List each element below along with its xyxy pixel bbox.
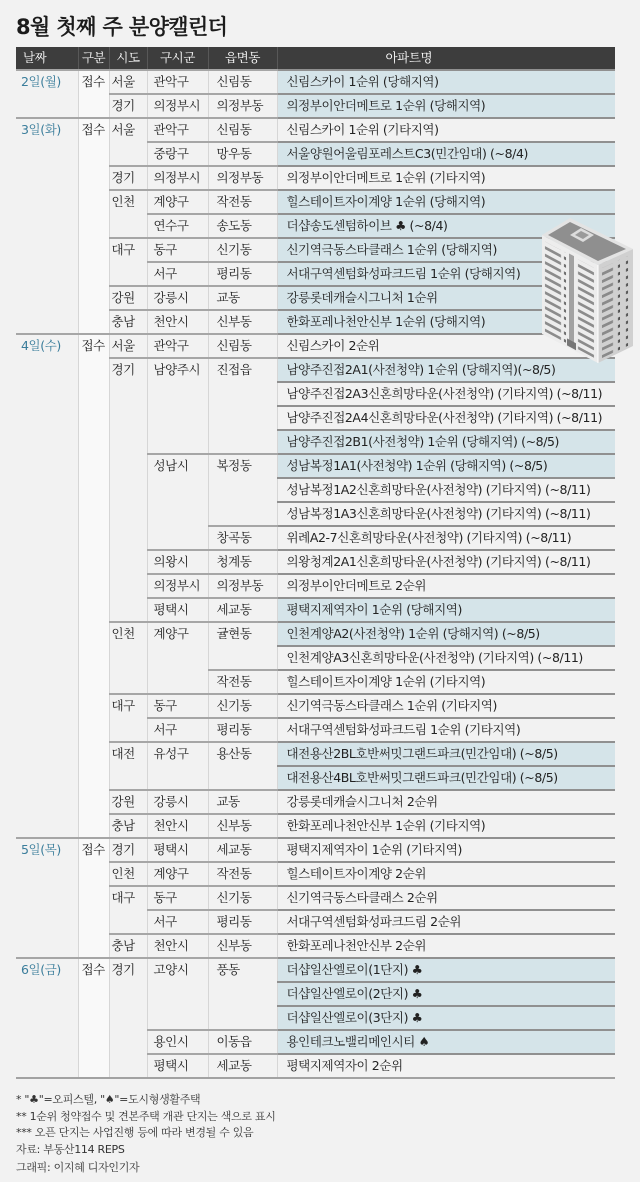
table-row: [16, 838, 615, 862]
town-cell: 의정부동: [208, 94, 277, 118]
apartment-name-cell: 용인테크노밸리메인시티 ♠: [277, 1030, 615, 1054]
apartment-name-cell: 서대구역센텀화성파크드림 1순위 (기타지역): [277, 718, 615, 742]
table-row: [16, 334, 615, 358]
town-cell: 교동: [208, 790, 277, 814]
town-cell: 신부동: [208, 310, 277, 334]
apartment-name-cell: 남양주진접2A4신혼희망타운(사전청약) (기타지역) (~8/11): [277, 406, 615, 430]
subscription-calendar-table: [16, 47, 615, 1079]
category-cell: 접수: [78, 118, 109, 334]
apartment-name-cell: 더샵송도센텀하이브 ♣ (~8/4): [277, 214, 615, 238]
province-cell: 경기: [109, 94, 147, 118]
footnote-highlight: ** 1순위 청약접수 및 견본주택 개관 단지는 색으로 표시: [16, 1109, 276, 1123]
header-city-district: 구시군: [147, 47, 208, 70]
header-town: 읍면동: [208, 47, 277, 70]
province-cell: 서울: [109, 70, 147, 94]
apartment-name-cell: 성남복정1A2신혼희망타운(사전청약) (기타지역) (~8/11): [277, 478, 615, 502]
town-cell: 의정부동: [208, 574, 277, 598]
apartment-name-cell: 성남복정1A3신혼희망타운(사전청약) (기타지역) (~8/11): [277, 502, 615, 526]
town-cell: 평리동: [208, 262, 277, 286]
apartment-name-cell: 신기역극동스타클래스 1순위 (당해지역): [277, 238, 615, 262]
city-district-cell: 강릉시: [147, 286, 208, 310]
city-district-cell: 의정부시: [147, 94, 208, 118]
province-cell: 충남: [109, 814, 147, 838]
apartment-building-icon: [540, 212, 636, 370]
province-cell: 경기: [109, 358, 147, 622]
header-category: 구분: [78, 47, 109, 70]
apartment-name-cell: 힐스테이트자이계양 1순위 (당해지역): [277, 190, 615, 214]
apartment-name-cell: 더샵일산엘로이(2단지) ♣: [277, 982, 615, 1006]
town-cell: 창곡동: [208, 526, 277, 550]
city-district-cell: 동구: [147, 238, 208, 262]
city-district-cell: 용인시: [147, 1030, 208, 1054]
apartment-name-cell: 의정부이안더메트로 1순위 (당해지역): [277, 94, 615, 118]
province-cell: 서울: [109, 334, 147, 358]
town-cell: 교동: [208, 286, 277, 310]
town-cell: 신부동: [208, 934, 277, 958]
province-cell: 인천: [109, 622, 147, 694]
table-row: [16, 118, 615, 142]
city-district-cell: 관악구: [147, 334, 208, 358]
town-cell: 평리동: [208, 910, 277, 934]
table-row: [16, 958, 615, 982]
apartment-name-cell: 신기역극동스타클래스 1순위 (기타지역): [277, 694, 615, 718]
category-cell: 접수: [78, 958, 109, 1078]
graphic-credit: 그래픽: 이지혜 디자인기자: [16, 1161, 140, 1174]
town-cell: 신기동: [208, 238, 277, 262]
city-district-cell: 서구: [147, 718, 208, 742]
province-cell: 인천: [109, 862, 147, 886]
apartment-name-cell: 더샵일산엘로이(3단지) ♣: [277, 1006, 615, 1030]
date-cell: 4일(수): [16, 334, 78, 838]
province-cell: 대전: [109, 742, 147, 790]
city-district-cell: 동구: [147, 694, 208, 718]
page-title: 8월 첫째 주 분양캘린더: [16, 15, 228, 39]
header-apartment-name: 아파트명: [277, 47, 615, 70]
apartment-name-cell: 신림스카이 2순위: [277, 334, 615, 358]
header-date: 날짜: [16, 47, 78, 70]
town-cell: 평리동: [208, 718, 277, 742]
town-cell: 진접읍: [208, 358, 277, 454]
apartment-name-cell: 강릉롯데캐슬시그니처 1순위: [277, 286, 615, 310]
city-district-cell: 남양주시: [147, 358, 208, 454]
province-cell: 충남: [109, 310, 147, 334]
footnote-disclaimer: *** 오픈 단지는 사업진행 등에 따라 변경될 수 있음: [16, 1126, 254, 1139]
apartment-name-cell: 평택지제역자이 2순위: [277, 1054, 615, 1078]
apartment-name-cell: 남양주진접2A1(사전청약) 1순위 (당해지역)(~8/5): [277, 358, 615, 382]
province-cell: 인천: [109, 190, 147, 238]
city-district-cell: 강릉시: [147, 790, 208, 814]
town-cell: 귤현동: [208, 622, 277, 670]
apartment-name-cell: 한화포레나천안신부 1순위 (당해지역): [277, 310, 615, 334]
town-cell: 의정부동: [208, 166, 277, 190]
city-district-cell: 평택시: [147, 1054, 208, 1078]
province-cell: 경기: [109, 166, 147, 190]
town-cell: 신부동: [208, 814, 277, 838]
town-cell: 작전동: [208, 190, 277, 214]
town-cell: 신기동: [208, 694, 277, 718]
footnote-symbols: * "♣"=오피스텔, "♠"=도시형생활주택: [16, 1093, 201, 1106]
town-cell: 작전동: [208, 862, 277, 886]
city-district-cell: 계양구: [147, 862, 208, 886]
town-cell: 망우동: [208, 142, 277, 166]
apartment-name-cell: 서대구역센텀화성파크드림 1순위 (당해지역): [277, 262, 615, 286]
city-district-cell: 의왕시: [147, 550, 208, 574]
category-cell: 접수: [78, 334, 109, 838]
town-cell: 이동읍: [208, 1030, 277, 1054]
town-cell: 복정동: [208, 454, 277, 526]
apartment-name-cell: 신림스카이 1순위 (당해지역): [277, 70, 615, 94]
date-cell: 5일(목): [16, 838, 78, 958]
city-district-cell: 고양시: [147, 958, 208, 1030]
town-cell: 신림동: [208, 118, 277, 142]
table-header-row: [16, 47, 615, 70]
province-cell: 강원: [109, 286, 147, 310]
apartment-name-cell: 대전용산2BL호반써밋그랜드파크(민간임대) (~8/5): [277, 742, 615, 766]
apartment-name-cell: 서울양원어울림포레스트C3(민간임대) (~8/4): [277, 142, 615, 166]
apartment-name-cell: 신림스카이 1순위 (기타지역): [277, 118, 615, 142]
city-district-cell: 서구: [147, 910, 208, 934]
city-district-cell: 동구: [147, 886, 208, 910]
city-district-cell: 의정부시: [147, 574, 208, 598]
city-district-cell: 계양구: [147, 622, 208, 694]
province-cell: 경기: [109, 838, 147, 862]
apartment-name-cell: 더샵일산엘로이(1단지) ♣: [277, 958, 615, 982]
apartment-name-cell: 의왕청계2A1신혼희망타운(사전청약) (기타지역) (~8/11): [277, 550, 615, 574]
town-cell: 송도동: [208, 214, 277, 238]
city-district-cell: 유성구: [147, 742, 208, 790]
town-cell: 신림동: [208, 334, 277, 358]
date-cell: 6일(금): [16, 958, 78, 1078]
province-cell: 충남: [109, 934, 147, 958]
apartment-name-cell: 한화포레나천안신부 2순위: [277, 934, 615, 958]
apartment-name-cell: 남양주진접2A3신혼희망타운(사전청약) (기타지역) (~8/11): [277, 382, 615, 406]
city-district-cell: 천안시: [147, 310, 208, 334]
city-district-cell: 의정부시: [147, 166, 208, 190]
town-cell: 신기동: [208, 886, 277, 910]
date-cell: 2일(월): [16, 70, 78, 118]
province-cell: 대구: [109, 238, 147, 286]
apartment-name-cell: 평택지제역자이 1순위 (당해지역): [277, 598, 615, 622]
apartment-name-cell: 남양주진접2B1(사전청약) 1순위 (당해지역) (~8/5): [277, 430, 615, 454]
province-cell: 경기: [109, 958, 147, 1078]
data-source: 자료: 부동산114 REPS: [16, 1142, 125, 1156]
town-cell: 세교동: [208, 598, 277, 622]
town-cell: 세교동: [208, 1054, 277, 1078]
town-cell: 풍동: [208, 958, 277, 1030]
apartment-name-cell: 대전용산4BL호반써밋그랜드파크(민간임대) (~8/5): [277, 766, 615, 790]
town-cell: 용산동: [208, 742, 277, 790]
apartment-name-cell: 의정부이안더메트로 1순위 (기타지역): [277, 166, 615, 190]
schedule-table-body: [16, 70, 615, 1078]
category-cell: 접수: [78, 838, 109, 958]
town-cell: 작전동: [208, 670, 277, 694]
city-district-cell: 천안시: [147, 814, 208, 838]
apartment-name-cell: 힐스테이트자이계양 2순위: [277, 862, 615, 886]
city-district-cell: 평택시: [147, 838, 208, 862]
town-cell: 세교동: [208, 838, 277, 862]
apartment-name-cell: 힐스테이트자이계양 1순위 (기타지역): [277, 670, 615, 694]
town-cell: 신림동: [208, 70, 277, 94]
city-district-cell: 관악구: [147, 70, 208, 94]
apartment-name-cell: 신기역극동스타클래스 2순위: [277, 886, 615, 910]
town-cell: 청계동: [208, 550, 277, 574]
category-cell: 접수: [78, 70, 109, 118]
province-cell: 강원: [109, 790, 147, 814]
city-district-cell: 연수구: [147, 214, 208, 238]
header-province: 시도: [109, 47, 147, 70]
province-cell: 대구: [109, 694, 147, 742]
apartment-name-cell: 인천계양A3신혼희망타운(사전청약) (기타지역) (~8/11): [277, 646, 615, 670]
city-district-cell: 중랑구: [147, 142, 208, 166]
table-row: [16, 70, 615, 94]
province-cell: 대구: [109, 886, 147, 934]
city-district-cell: 평택시: [147, 598, 208, 622]
apartment-name-cell: 한화포레나천안신부 1순위 (기타지역): [277, 814, 615, 838]
apartment-name-cell: 위례A2-7신혼희망타운(사전청약) (기타지역) (~8/11): [277, 526, 615, 550]
apartment-name-cell: 서대구역센텀화성파크드림 2순위: [277, 910, 615, 934]
apartment-name-cell: 강릉롯데캐슬시그니처 2순위: [277, 790, 615, 814]
city-district-cell: 서구: [147, 262, 208, 286]
apartment-name-cell: 의정부이안더메트로 2순위: [277, 574, 615, 598]
apartment-name-cell: 성남복정1A1(사전청약) 1순위 (당해지역) (~8/5): [277, 454, 615, 478]
city-district-cell: 계양구: [147, 190, 208, 214]
city-district-cell: 천안시: [147, 934, 208, 958]
date-cell: 3일(화): [16, 118, 78, 334]
footnotes: [16, 1092, 276, 1177]
apartment-name-cell: 인천계양A2(사전청약) 1순위 (당해지역) (~8/5): [277, 622, 615, 646]
apartment-name-cell: 평택지제역자이 1순위 (기타지역): [277, 838, 615, 862]
city-district-cell: 관악구: [147, 118, 208, 142]
city-district-cell: 성남시: [147, 454, 208, 550]
province-cell: 서울: [109, 118, 147, 166]
